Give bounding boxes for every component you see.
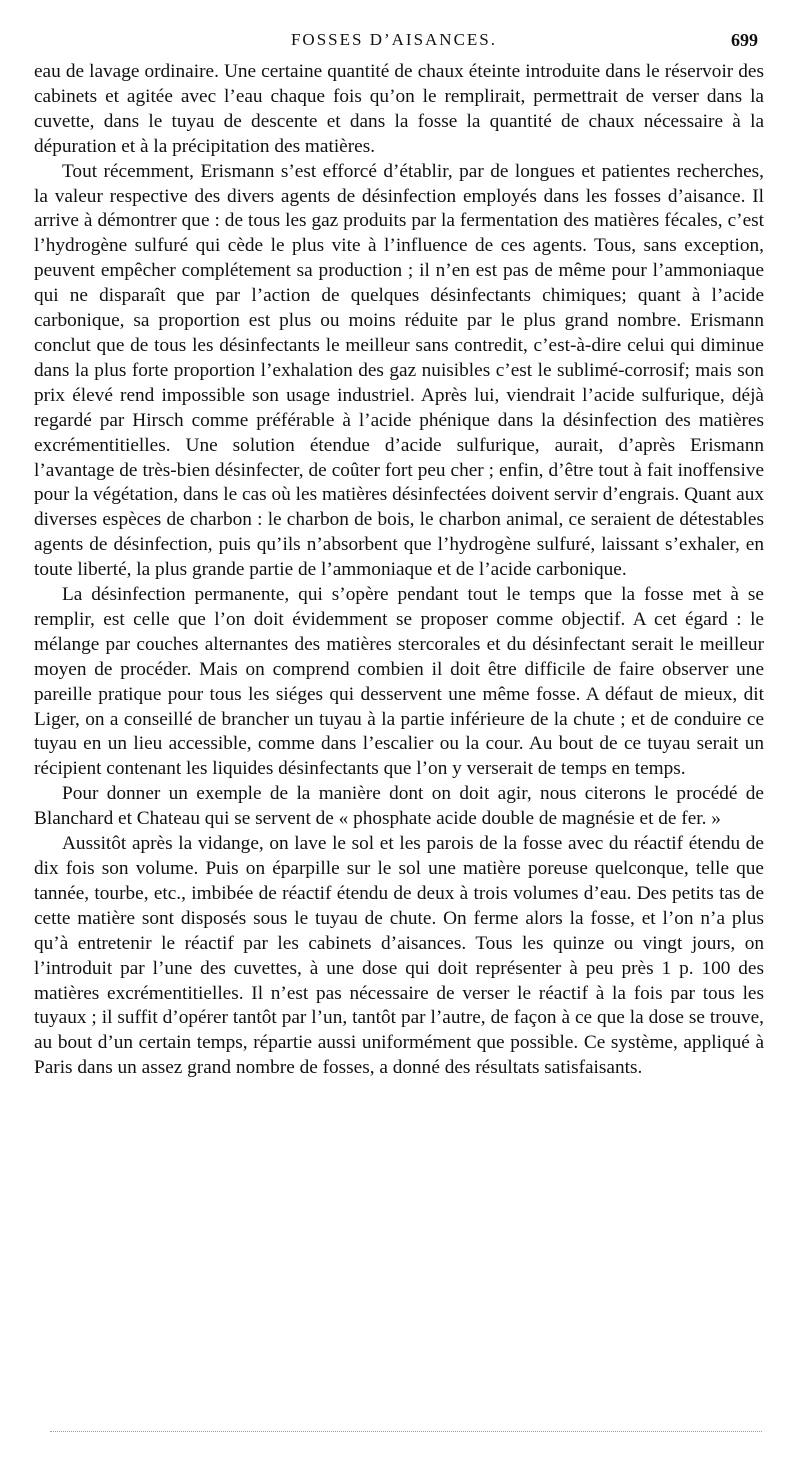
paragraph-permanent-disinfection: La désinfection permanente, qui s’opère pendant tout le temps que la fosse met à se remplir, est celle que l’on doit évidemment se proposer comme objectif. A cet égard : le mélange par couches alternantes des matières stercorales et du désinfectant serait le meilleur moyen de procéder. Mais on comprend combien il doit être difficile de faire observer une pareille pratique pour tous les siéges qui desservent une même fosse. A défaut de mieux, dit Liger, on a conseillé de brancher un tuyau à la partie inférieure de la chute ; et de conduire ce tuyau en un lieu accessible, comme dans l’escalier ou la cour. Au bout de ce tuyau serait un récipient contenant les liquides désinfectants que l’on y verserait de temps en temps.	[34, 584, 764, 780]
paragraph-procedure: Aussitôt après la vidange, on lave le sol et les parois de la fosse avec du réactif étendu de dix fois son volume. Puis on éparpille sur le sol une matière poreuse quelconque, telle que tannée, tourbe, etc., imbibée de réactif étendu de deux à trois volumes d’eau. Des petits tas de cette matière sont disposés sous le tuyau de chute. On ferme alors la fosse, et l’on n’a plus qu’à entretenir le réactif par les cabinets d’aisances. Tous les quinze ou vingt jours, on l’introduit par l’une des cuvettes, à une dose qui doit représenter à peu près 1 p. 100 des matières excrémentitielles. Il n’est pas nécessaire de verser le réactif à la fois par tous les tuyaux ; il suffit d’opérer tantôt par l’un, tantôt par l’autre, de façon à ce que la dose se trouve, au bout d’un certain temps, répartie aussi uniformément que possible. Ce système, appliqué à Paris dans un assez grand nombre de fosses, a donné des résultats satisfaisants.	[34, 833, 764, 1079]
body-text	[34, 60, 764, 1081]
footer-dotted-rule	[50, 1431, 762, 1432]
page-header	[30, 30, 758, 56]
paragraph-continuation: eau de lavage ordinaire. Une certaine quantité de chaux éteinte introduite dans le réservoir des cabinets et agitée avec l’eau chaque fois qu’on le remplirait, permettrait de verser dans la cuvette, dans le tuyau de descente et dans la fosse la quantité de chaux nécessaire à la dépuration et à la précipitation des matières.	[34, 61, 764, 157]
paragraph-erismann: Tout récemment, Erismann s’est efforcé d’établir, par de longues et patientes recherches, la valeur respective des divers agents de désinfection employés dans les fosses d’aisance. Il arrive à démontrer que : de tous les gaz produits par la fermentation des matières fécales, c’est l’hydrogène sulfuré qui cède le plus vite à l’influence de ces agents. Tous, sans exception, peuvent empêcher complétement sa production ; il n’en est pas de même pour l’ammoniaque qui ne disparaît que par l’action de quelques désinfectants chimiques; quant à l’acide carbonique, sa proportion est plus ou moins réduite par le plus grand nombre. Erismann conclut que de tous les désinfectants le meilleur sans contredit, c’est-à-dire celui qui diminue dans la plus forte proportion l’exhalation des gaz nuisibles c’est le sublimé-corrosif; mais son prix élevé rend impossible son usage industriel. Après lui, viendrait l’acide sulfurique, déjà regardé par Hirsch comme préférable à l’acide phénique dans la désinfection des matières excrémentitielles. Une solution étendue d’acide sulfurique, aurait, d’après Erismann l’avantage de très-bien désinfecter, de coûter fort peu cher ; enfin, d’être tout à fait inoffensive pour la végétation, dans le cas où les matières désinfectées doivent servir d’engrais. Quant aux diverses espèces de charbon : le charbon de bois, le charbon animal, ce seraient de détestables agents de désinfection, puis qu’ils n’absorbent que l’hydrogène sulfuré, laissant s’exhaler, en toute liberté, la plus grande partie de l’ammoniaque et de l’acide carbonique.	[34, 160, 764, 581]
paragraph-example: Pour donner un exemple de la manière dont on doit agir, nous citerons le procédé de Blanchard et Chateau qui se servent de « phosphate acide double de magnésie et de fer. »	[34, 783, 764, 830]
page-number: 699	[731, 30, 758, 50]
running-title: FOSSES D’AISANCES.	[290, 30, 498, 49]
